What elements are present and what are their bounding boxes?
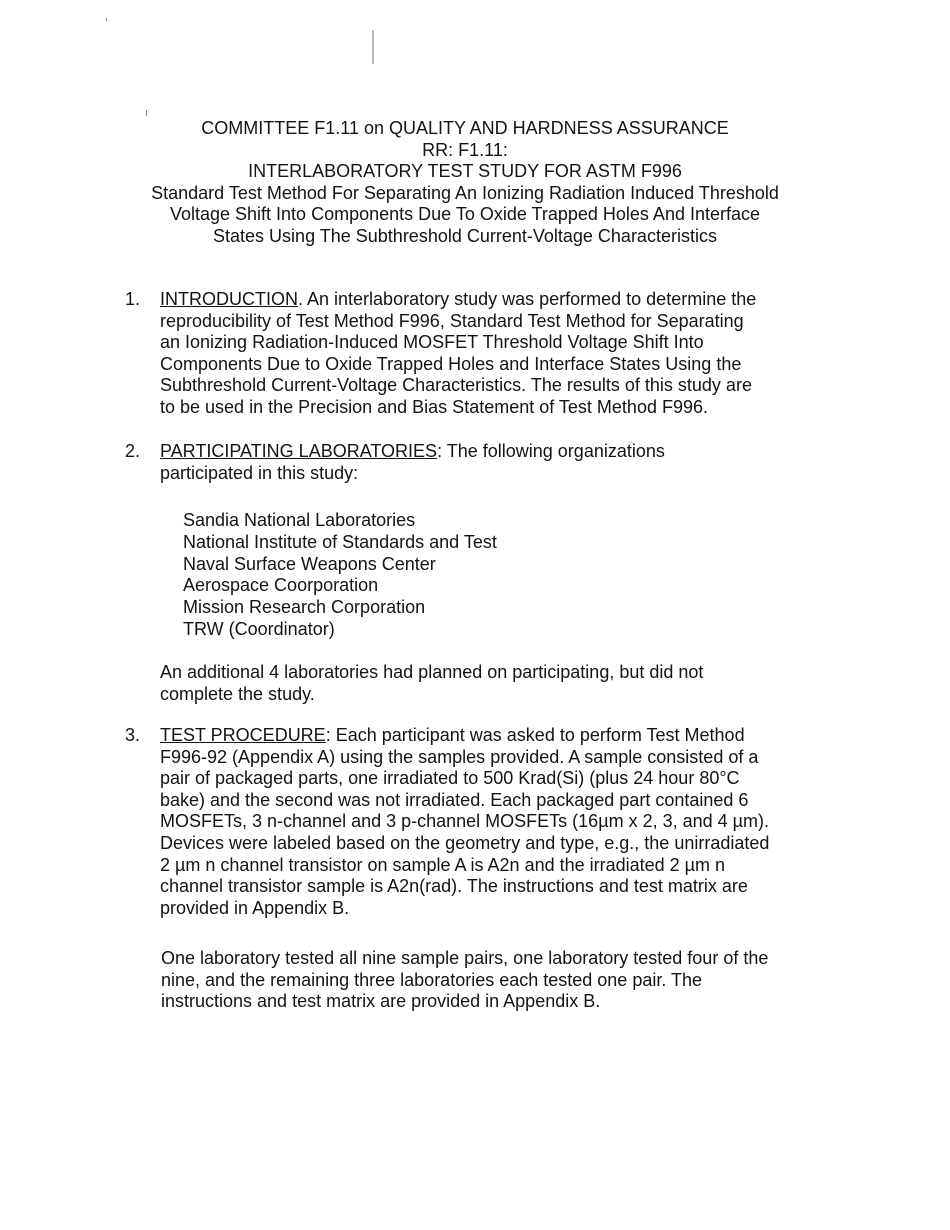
- section-test-procedure: [160, 725, 820, 919]
- body-line: instructions and test matrix are provided in Appendix B.: [161, 991, 601, 1012]
- body-line: MOSFETs, 3 n-channel and 3 p-channel MOSFETs (16µm x 2, 3, and 4 µm).: [160, 811, 769, 832]
- section-heading-line: [160, 441, 820, 463]
- standard-title-line-3: States Using The Subthreshold Current-Voltage Characteristics: [213, 225, 717, 246]
- list-item: National Institute of Standards and Test: [183, 531, 497, 552]
- body-line: complete the study.: [160, 683, 315, 704]
- document-header: [0, 118, 930, 247]
- body-line: An additional 4 laboratories had planned on participating, but did not: [160, 662, 704, 682]
- list-item: Aerospace Coorporation: [183, 575, 379, 596]
- section-heading: TEST PROCEDURE: [160, 725, 326, 745]
- body-line: 2 µm n channel transistor on sample A is A2n and the irradiated 2 µm n: [160, 854, 726, 875]
- section-number: 2.: [125, 441, 141, 461]
- scan-artifact: [106, 18, 107, 21]
- standard-title-line-1: Standard Test Method For Separating An Ionizing Radiation Induced Threshold: [151, 182, 779, 203]
- committee-title: COMMITTEE F1.11 on QUALITY AND HARDNESS ASSURANCE: [201, 118, 729, 138]
- section-heading: INTRODUCTION: [160, 289, 298, 309]
- body-line: pair of packaged parts, one irradiated to 500 Krad(Si) (plus 24 hour 80°C: [160, 768, 740, 789]
- section-participating-laboratories: [160, 441, 820, 484]
- organization-list: [183, 510, 497, 641]
- section-heading-text: : The following organizations: [437, 441, 665, 461]
- list-item: Sandia National Laboratories: [183, 510, 416, 530]
- scan-artifact: [372, 30, 374, 64]
- body-line: an Ionizing Radiation-Induced MOSFET Threshold Voltage Shift Into: [160, 332, 704, 353]
- body-line: bake) and the second was not irradiated. Each packaged part contained 6: [160, 789, 749, 810]
- list-item: Naval Surface Weapons Center: [183, 553, 436, 574]
- section-number: 1.: [125, 289, 141, 309]
- body-line: F996-92 (Appendix A) using the samples provided. A sample consisted of a: [160, 746, 759, 767]
- standard-title-line-2: Voltage Shift Into Components Due To Oxide Trapped Holes And Interface: [169, 204, 761, 224]
- body-line: provided in Appendix B.: [160, 897, 350, 918]
- body-line: reproducibility of Test Method F996, Standard Test Method for Separating: [160, 310, 744, 331]
- list-item: TRW (Coordinator): [183, 618, 335, 639]
- body-line: Devices were labeled based on the geometry and type, e.g., the unirradiated: [160, 832, 770, 853]
- section-heading: PARTICIPATING LABORATORIES: [160, 441, 438, 461]
- section-heading-text: : Each participant was asked to perform Test Method: [325, 725, 745, 745]
- body-line: Subthreshold Current-Voltage Characteristics. The results of this study are: [160, 375, 752, 396]
- laboratories-note: [160, 662, 820, 705]
- report-reference: RR: F1.11:: [422, 139, 508, 160]
- section-heading-text: . An interlaboratory study was performed to determine the: [298, 289, 757, 309]
- section-introduction: [160, 289, 820, 419]
- body-line: One laboratory tested all nine sample pairs, one laboratory tested four of the: [161, 948, 769, 968]
- list-item: Mission Research Corporation: [183, 597, 426, 618]
- study-title: INTERLABORATORY TEST STUDY FOR ASTM F996: [248, 161, 682, 181]
- body-line: to be used in the Precision and Bias Statement of Test Method F996.: [160, 396, 708, 417]
- body-line: participated in this study:: [160, 462, 359, 483]
- test-procedure-paragraph-2: [161, 948, 821, 1013]
- section-heading-line: [160, 725, 820, 747]
- section-heading-line: [160, 289, 820, 311]
- body-line: nine, and the remaining three laboratories each tested one pair. The: [161, 969, 703, 990]
- body-line: channel transistor sample is A2n(rad). The instructions and test matrix are: [160, 876, 748, 897]
- section-number: 3.: [125, 725, 141, 745]
- body-line: Components Due to Oxide Trapped Holes and Interface States Using the: [160, 353, 742, 374]
- scan-artifact: [146, 110, 147, 116]
